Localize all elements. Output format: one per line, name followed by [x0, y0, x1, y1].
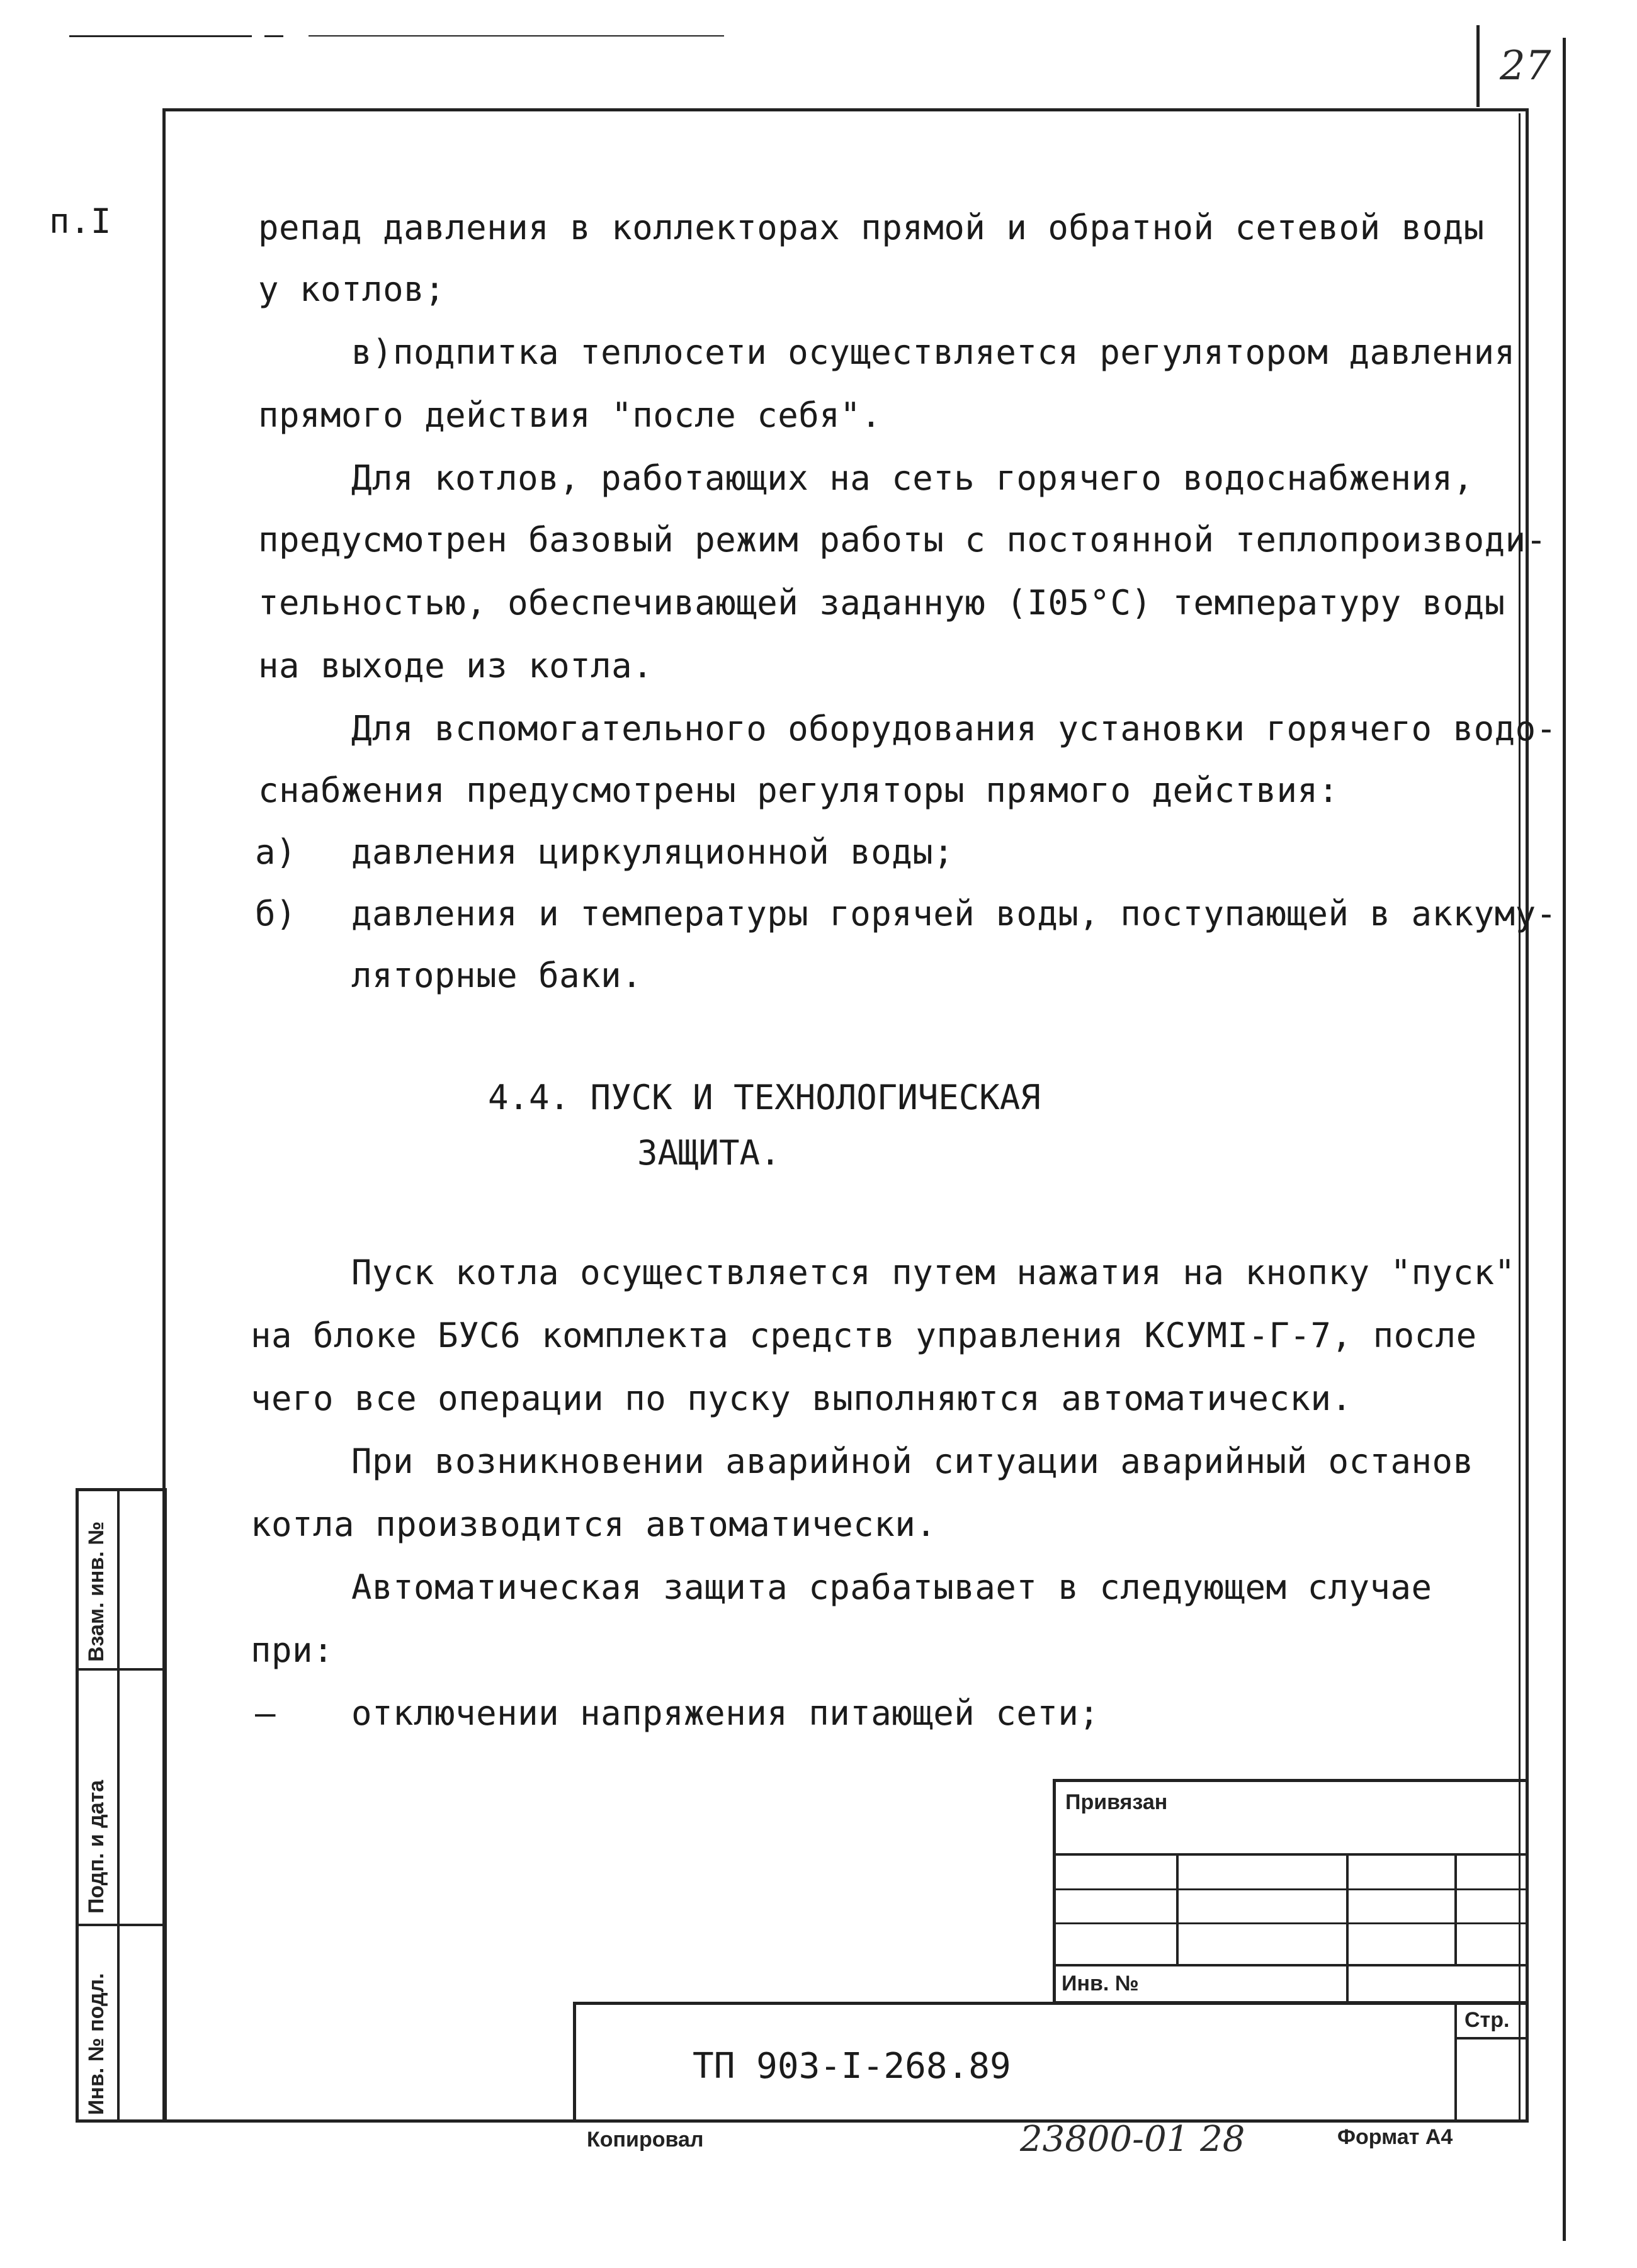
side-stamp-div-1: [76, 1668, 167, 1671]
body-line-6: предусмотрен базовый режим работы с постоянной теплопроизводи-: [258, 520, 1547, 560]
top-rule-3: [309, 35, 724, 37]
body-line-7: тельностью, обеспечивающей заданную (I05°C) температуру воды: [258, 583, 1505, 623]
section-line-7: при:: [251, 1630, 334, 1670]
footer-handwritten: 23800-01 28: [1020, 2119, 1245, 2160]
bound-row-3: [1053, 1922, 1529, 1924]
side-stamp-vzam: Взам. инв. №: [84, 1521, 108, 1662]
section-line-5: котла производится автоматически.: [251, 1504, 937, 1544]
page-label: Стр.: [1464, 2008, 1510, 2032]
bound-col-1: [1176, 1853, 1179, 1964]
page-number-divider: [1476, 25, 1480, 107]
top-rule-1: [69, 35, 252, 37]
page-number: 27: [1500, 43, 1551, 89]
body-line-10: снабжения предусмотрены регуляторы прямого действия:: [258, 770, 1339, 810]
dash-item-text: отключении напряжения питающей сети;: [351, 1693, 1100, 1733]
body-line-2: у котлов;: [258, 269, 446, 309]
body-line-9: Для вспомогательного оборудования установки горячего водо-: [351, 709, 1557, 748]
section-line-3: чего все операции по пуску выполняются автоматически.: [251, 1379, 1352, 1418]
section-line-1: Пуск котла осуществляется путем нажатия на кнопку "пуск": [351, 1253, 1515, 1292]
right-edge-rule: [1563, 38, 1566, 2241]
section-heading-line1: 4.4. ПУСК И ТЕХНОЛОГИЧЕСКАЯ: [488, 1078, 1041, 1117]
section-line-2: на блоке БУС6 комплекта средств управления КСУМI-Г-7, после: [251, 1316, 1477, 1355]
side-stamp-inner: [117, 1488, 120, 2123]
body-line-1: репад давления в коллекторах прямой и обратной сетевой воды: [258, 208, 1485, 247]
dash-marker: –: [255, 1693, 276, 1733]
bound-row-1: [1053, 1853, 1529, 1856]
section-heading-line2: ЗАЩИТА.: [637, 1133, 781, 1173]
body-line-5: Для котлов, работающих на сеть горячего водоснабжения,: [351, 458, 1474, 498]
section-line-4: При возникновении аварийной ситуации аварийный останов: [351, 1441, 1474, 1481]
bound-label: Привязан: [1065, 1790, 1168, 1814]
footer-copied: Копировал: [587, 2128, 704, 2152]
bound-col-3: [1454, 1853, 1457, 1964]
doc-page-col: [1454, 2002, 1457, 2123]
doc-code: ТП 903-I-268.89: [693, 2046, 1011, 2087]
bound-row-4: [1053, 1964, 1529, 1966]
body-line-8: на выходе из котла.: [258, 646, 654, 685]
footer-format: Формат А4: [1337, 2125, 1453, 2149]
side-stamp-div-2: [76, 1924, 167, 1926]
list-item-b-line2: ляторные баки.: [351, 956, 643, 995]
list-item-b-line1: давления и температуры горячей воды, поступающей в аккуму-: [351, 894, 1557, 934]
bound-row-2: [1053, 1888, 1529, 1890]
margin-mark: п.I: [49, 201, 112, 241]
inv-label: Инв. №: [1062, 1972, 1139, 1995]
list-marker-b: б): [255, 894, 297, 934]
list-marker-a: а): [255, 832, 297, 872]
doc-page-row: [1454, 2037, 1529, 2040]
body-line-4: прямого действия "после себя".: [258, 395, 882, 435]
section-line-6: Автоматическая защита срабатывает в следующем случае: [351, 1567, 1432, 1607]
body-line-3: в)подпитка теплосети осуществляется регулятором давления: [351, 332, 1515, 372]
list-item-a: давления циркуляционной воды;: [351, 832, 954, 872]
side-stamp-inv-podl: Инв. № подл.: [84, 1973, 108, 2115]
bound-col-2: [1346, 1853, 1349, 2004]
top-rule-2: [264, 35, 283, 37]
side-stamp-podp: Подп. и дата: [84, 1780, 108, 1914]
